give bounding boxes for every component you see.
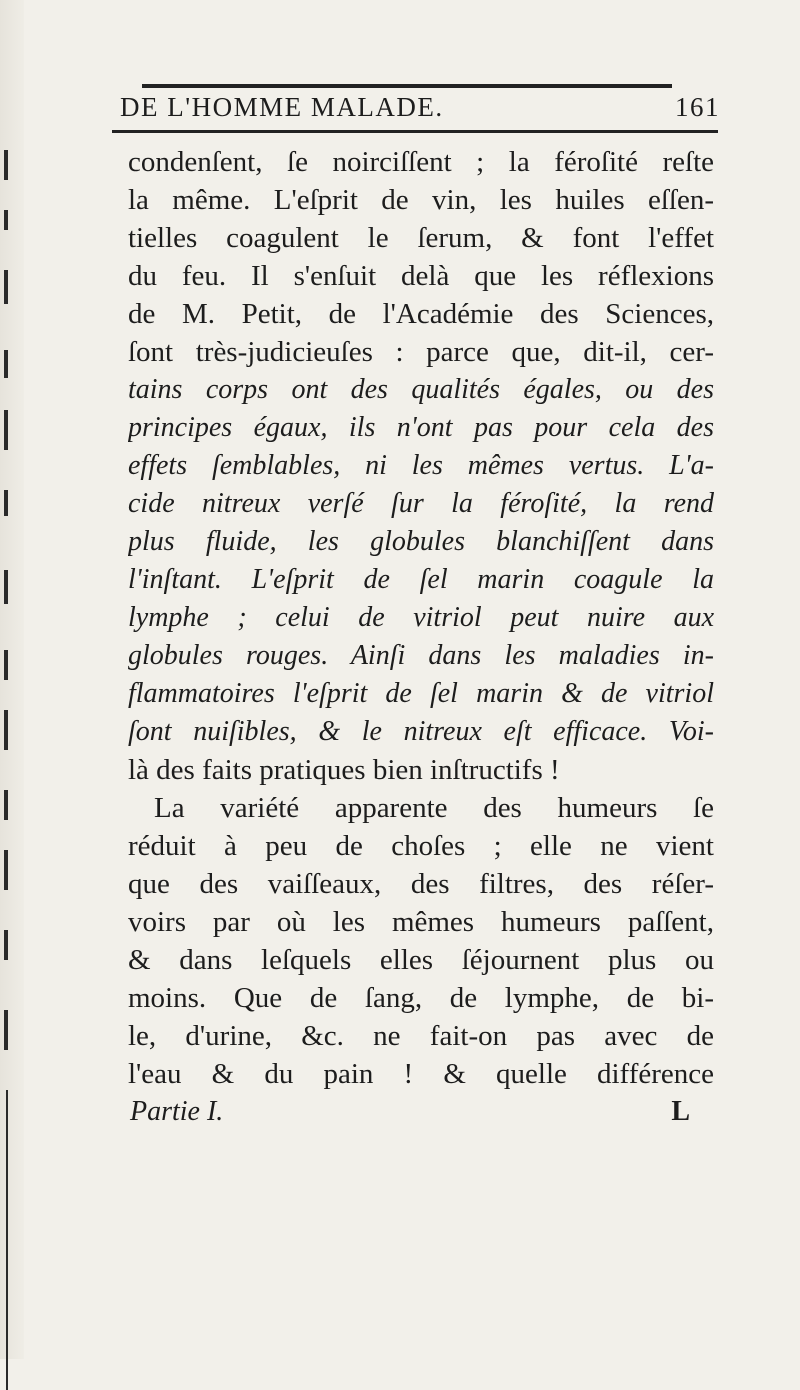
text-line: & dans leſquels elles ſéjournent plus ou [128,944,714,976]
text-line: cide nitreux verſé ſur la féroſité, la rend [128,488,714,519]
text-line: du feu. Il s'enſuit delà que les réflexions [128,260,714,292]
text-line: plus fluide, les globules blanchiſſent dans [128,526,714,557]
text-line: moins. Que de ſang, de lymphe, de bi- [128,982,714,1014]
text-line: tielles coagulent le ſerum, & font l'effet [128,222,714,254]
page-number: 161 [675,92,720,122]
text-line: de M. Petit, de l'Académie des Sciences, [128,298,714,330]
text-line: effets ſemblables, ni les mêmes vertus. L'a- [128,450,714,481]
text-line: ſont très-judicieuſes : parce que, dit-il, cer- [128,336,714,368]
signature-label: Partie I. [130,1096,224,1127]
text-line: lymphe ; celui de vitriol peut nuire aux [128,602,714,633]
text-line: tains corps ont des qualités égales, ou des [128,374,714,405]
text-line: le, d'urine, &c. ne fait-on pas avec de [128,1020,714,1052]
text-line: globules rouges. Ainſi dans les maladies in- [128,640,714,671]
text-line: La variété apparente des humeurs ſe [154,792,714,824]
text-line: ſont nuiſibles, & le nitreux eſt efficace. Voi- [128,716,714,747]
text-line: voirs par où les mêmes humeurs paſſent, [128,906,714,938]
text-line: réduit à peu de choſes ; elle ne vient [128,830,714,862]
text-line: la même. L'eſprit de vin, les huiles eſſen- [128,184,714,216]
page-footer [130,1096,690,1132]
signature-mark: L [671,1096,690,1127]
text-line: l'eau & du pain ! & quelle différence [128,1058,714,1090]
text-line: condenſent, ſe noirciſſent ; la féroſité reſte [128,146,714,178]
text-line: que des vaiſſeaux, des filtres, des réſer- [128,868,714,900]
text-line: flammatoires l'eſprit de ſel marin & de vitriol [128,678,714,709]
text-line: l'inſtant. L'eſprit de ſel marin coagule la [128,564,714,595]
text-line: principes égaux, ils n'ont pas pour cela des [128,412,714,443]
text-line: là des faits pratiques bien inſtructifs ! [128,754,560,786]
running-head-title: DE L'HOMME MALADE. [120,92,444,122]
